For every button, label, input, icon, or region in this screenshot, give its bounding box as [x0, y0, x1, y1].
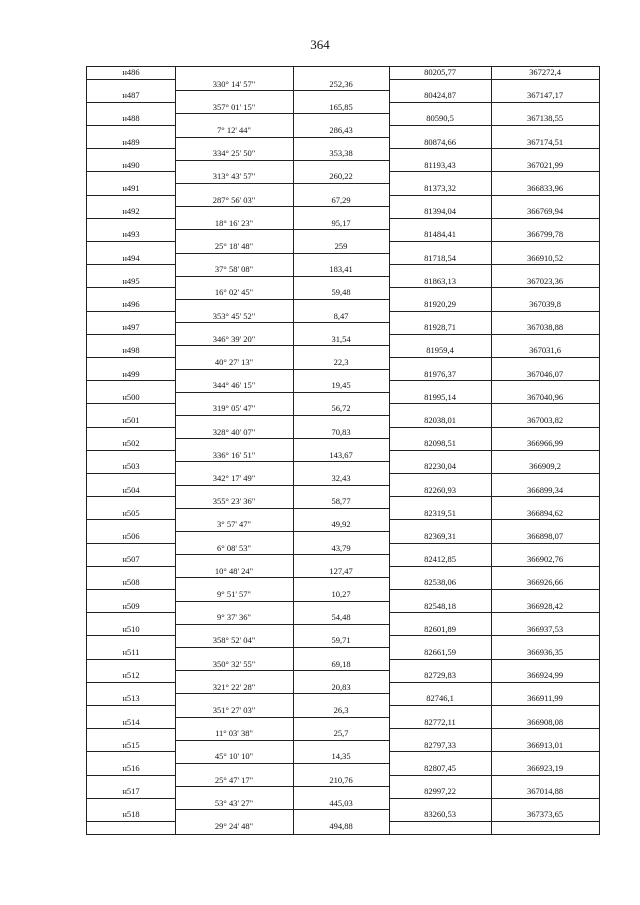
y-coordinate-cell: 366913,01: [526, 739, 564, 750]
point-name-cell: н498: [122, 345, 140, 356]
table-row-divider: [87, 496, 175, 497]
table-row-divider: [87, 264, 175, 265]
table-row-divider: [87, 543, 175, 544]
table-row-divider: [87, 659, 175, 660]
x-coordinate-cell: 81928,71: [424, 322, 456, 333]
table-row-divider: [87, 635, 175, 636]
x-coordinate-cell: 82797,33: [424, 739, 456, 750]
table-row-divider: [175, 461, 389, 462]
table-row-divider: [389, 728, 599, 729]
direction-angle-cell: 358° 52' 04": [212, 635, 256, 646]
table-row-divider: [389, 218, 599, 219]
table-row-divider: [389, 403, 599, 404]
point-name-cell: н516: [122, 763, 140, 773]
table-row-divider: [175, 601, 389, 602]
x-coordinate-cell: 82601,89: [424, 623, 456, 634]
table-row-divider: [87, 427, 175, 428]
distance-cell: 54,48: [331, 612, 351, 623]
table-row-divider: [389, 380, 599, 381]
table-row-divider: [87, 798, 175, 799]
coordinates-table: [86, 66, 600, 835]
point-name-cell: н487: [122, 90, 140, 101]
x-coordinate-cell: 82098,51: [424, 438, 456, 449]
direction-angle-cell: 53° 43' 27": [214, 797, 254, 808]
x-coordinate-cell: 82661,59: [424, 647, 456, 657]
table-row-divider: [389, 612, 599, 613]
y-coordinate-cell: 367373,65: [526, 809, 564, 820]
table-row-divider: [87, 79, 175, 80]
table-row-divider: [389, 427, 599, 428]
table-row-divider: [389, 334, 599, 335]
x-coordinate-cell: 82319,51: [424, 507, 456, 518]
x-coordinate-cell: 81959,4: [426, 345, 454, 356]
y-coordinate-cell: 367040,96: [526, 391, 564, 402]
x-coordinate-cell: 82772,11: [424, 716, 456, 727]
x-coordinate-cell: 80874,66: [424, 136, 456, 147]
point-name-cell: н494: [122, 252, 140, 263]
table-row-divider: [389, 195, 599, 196]
table-row-divider: [175, 508, 389, 509]
point-name-cell: н489: [122, 136, 140, 147]
x-coordinate-cell: 81976,37: [424, 368, 456, 379]
table-row-divider: [87, 195, 175, 196]
table-row-divider: [389, 705, 599, 706]
table-row-divider: [175, 229, 389, 230]
y-coordinate-cell: 366769,94: [526, 206, 564, 217]
table-row-divider: [87, 705, 175, 706]
table-row-divider: [389, 102, 599, 103]
table-row-divider: [175, 160, 389, 161]
table-row-divider: [87, 775, 175, 776]
table-row-divider: [87, 311, 175, 312]
table-row-divider: [87, 241, 175, 242]
table-row-divider: [87, 334, 175, 335]
table-row-divider: [389, 241, 599, 242]
table-row-divider: [87, 566, 175, 567]
point-name-cell: н495: [122, 275, 140, 286]
table-row-divider: [87, 125, 175, 126]
distance-cell: 143,67: [329, 449, 353, 460]
point-name-cell: н517: [122, 786, 140, 797]
table-row-divider: [87, 102, 175, 103]
point-name-cell: н497: [122, 322, 140, 333]
table-row-divider: [175, 809, 389, 810]
y-coordinate-cell: 366908,08: [526, 716, 564, 727]
direction-angle-cell: 18° 16' 23": [214, 217, 254, 228]
distance-cell: 494,88: [329, 821, 353, 831]
direction-angle-cell: 321° 22' 28": [212, 681, 256, 692]
y-coordinate-cell: 366833,96: [526, 183, 564, 193]
point-name-cell: н518: [122, 809, 140, 820]
distance-cell: 19,45: [331, 380, 351, 391]
distance-cell: 353,38: [329, 148, 353, 159]
direction-angle-cell: 10° 48' 24": [214, 565, 254, 576]
point-name-cell: н507: [122, 554, 140, 565]
direction-angle-cell: 351° 27' 03": [212, 705, 256, 715]
distance-cell: 20,83: [331, 681, 351, 692]
point-name-cell: н502: [122, 438, 140, 449]
table-row-divider: [175, 740, 389, 741]
y-coordinate-cell: 367039,8: [529, 299, 561, 309]
table-row-divider: [389, 635, 599, 636]
y-coordinate-cell: 367138,55: [526, 113, 564, 124]
table-row-divider: [87, 821, 175, 822]
table-row-divider: [87, 682, 175, 683]
point-name-cell: н515: [122, 739, 140, 750]
x-coordinate-cell: 82746,1: [426, 693, 454, 704]
table-row-divider: [175, 392, 389, 393]
table-row-divider: [87, 612, 175, 613]
y-coordinate-cell: 367023,36: [526, 275, 564, 286]
direction-angle-cell: 6° 08' 53": [217, 542, 251, 553]
x-coordinate-cell: 82997,22: [424, 786, 456, 797]
x-coordinate-cell: 82729,83: [424, 670, 456, 681]
direction-angle-cell: 9° 51' 57": [217, 589, 251, 599]
y-coordinate-cell: 367031,6: [529, 345, 561, 356]
direction-angle-cell: 319° 05' 47": [212, 403, 256, 414]
point-name-cell: н504: [122, 484, 140, 495]
table-row-divider: [389, 775, 599, 776]
distance-cell: 59,71: [331, 635, 351, 646]
distance-cell: 286,43: [329, 125, 353, 135]
table-row-divider: [389, 798, 599, 799]
y-coordinate-cell: 367014,88: [526, 786, 564, 797]
direction-angle-cell: 313° 43' 57": [212, 171, 256, 182]
table-row-divider: [87, 751, 175, 752]
table-row-divider: [389, 751, 599, 752]
x-coordinate-cell: 80590,5: [426, 113, 454, 124]
distance-cell: 67,29: [331, 194, 351, 205]
direction-angle-cell: 25° 47' 17": [214, 774, 254, 785]
table-row-divider: [175, 183, 389, 184]
table-row-divider: [175, 485, 389, 486]
x-coordinate-cell: 82038,01: [424, 415, 456, 425]
distance-cell: 59,48: [331, 287, 351, 298]
y-coordinate-cell: 367046,07: [526, 368, 564, 379]
table-row-divider: [389, 125, 599, 126]
point-name-cell: н491: [122, 183, 140, 193]
y-coordinate-cell: 366928,42: [526, 600, 564, 611]
y-coordinate-cell: 367038,88: [526, 322, 564, 333]
distance-cell: 56,72: [331, 403, 351, 414]
x-coordinate-cell: 82807,45: [424, 763, 456, 773]
y-coordinate-cell: 366926,66: [526, 577, 564, 588]
table-row-divider: [87, 148, 175, 149]
point-name-cell: н512: [122, 670, 140, 681]
y-coordinate-cell: 367174,51: [526, 136, 564, 147]
y-coordinate-cell: 366966,99: [526, 438, 564, 449]
direction-angle-cell: 330° 14' 57": [212, 78, 256, 89]
x-coordinate-cell: 81920,29: [424, 299, 456, 309]
table-row-divider: [389, 473, 599, 474]
distance-cell: 445,03: [329, 797, 353, 808]
direction-angle-cell: 16° 02' 45": [214, 287, 254, 298]
table-row-divider: [389, 589, 599, 590]
table-row-divider: [175, 438, 389, 439]
distance-cell: 25,7: [333, 728, 349, 739]
x-coordinate-cell: 82548,18: [424, 600, 456, 611]
table-row-divider: [389, 821, 599, 822]
distance-cell: 43,79: [331, 542, 351, 553]
y-coordinate-cell: 366898,07: [526, 531, 564, 541]
distance-cell: 26,3: [333, 705, 349, 715]
table-row-divider: [175, 137, 389, 138]
table-row-divider: [389, 566, 599, 567]
table-row-divider: [175, 717, 389, 718]
table-row-divider: [175, 253, 389, 254]
distance-cell: 127,47: [329, 565, 353, 576]
direction-angle-cell: 328° 40' 07": [212, 426, 256, 437]
y-coordinate-cell: 367021,99: [526, 159, 564, 170]
y-coordinate-cell: 366923,19: [526, 763, 564, 773]
direction-angle-cell: 45° 10' 10": [214, 751, 254, 762]
distance-cell: 32,43: [331, 473, 351, 483]
page-number: 364: [310, 37, 330, 52]
table-row-divider: [389, 659, 599, 660]
table-row-divider: [175, 345, 389, 346]
distance-cell: 165,85: [329, 101, 353, 112]
distance-cell: 260,22: [329, 171, 353, 182]
direction-angle-cell: 25° 18' 48": [214, 241, 254, 251]
point-name-cell: н503: [122, 461, 140, 472]
table-row-divider: [175, 90, 389, 91]
x-coordinate-cell: 82369,31: [424, 531, 456, 541]
table-row-divider: [175, 554, 389, 555]
x-coordinate-cell: 81373,32: [424, 183, 456, 193]
table-row-divider: [87, 450, 175, 451]
distance-cell: 58,77: [331, 496, 351, 507]
table-row-divider: [175, 369, 389, 370]
distance-cell: 95,17: [331, 217, 351, 228]
point-name-cell: н493: [122, 229, 140, 240]
direction-angle-cell: 9° 37' 36": [217, 612, 251, 623]
x-coordinate-cell: 81863,13: [424, 275, 456, 286]
table-row-divider: [175, 415, 389, 416]
direction-angle-cell: 3° 57' 47": [217, 519, 251, 530]
table-row-divider: [389, 79, 599, 80]
y-coordinate-cell: 366924,99: [526, 670, 564, 681]
y-coordinate-cell: 366902,76: [526, 554, 564, 565]
direction-angle-cell: 350° 32' 55": [212, 658, 256, 669]
table-row-divider: [175, 577, 389, 578]
table-row-divider: [389, 148, 599, 149]
distance-cell: 10,27: [331, 589, 351, 599]
point-name-cell: н506: [122, 531, 140, 541]
table-row-divider: [389, 287, 599, 288]
distance-cell: 252,36: [329, 78, 353, 89]
table-row-divider: [175, 670, 389, 671]
distance-cell: 31,54: [331, 333, 351, 344]
point-name-cell: н511: [122, 647, 140, 657]
distance-cell: 210,76: [329, 774, 353, 785]
direction-angle-cell: 357° 01' 15": [212, 101, 256, 112]
direction-angle-cell: 11° 03' 38": [215, 728, 253, 739]
y-coordinate-cell: 366894,62: [526, 507, 564, 518]
table-row-divider: [87, 380, 175, 381]
point-name-cell: н510: [122, 623, 140, 634]
direction-angle-cell: 336° 16' 51": [212, 449, 256, 460]
point-name-cell: н488: [122, 113, 140, 124]
distance-cell: 8,47: [333, 310, 349, 321]
y-coordinate-cell: 366909,2: [529, 461, 561, 472]
table-row-divider: [87, 218, 175, 219]
table-row-divider: [389, 682, 599, 683]
direction-angle-cell: 29° 24' 48": [214, 821, 254, 831]
direction-angle-cell: 344° 46' 15": [212, 380, 256, 391]
point-name-cell: н505: [122, 507, 140, 518]
table-row-divider: [87, 171, 175, 172]
y-coordinate-cell: 366911,99: [527, 693, 563, 704]
direction-angle-cell: 287° 56' 03": [212, 194, 256, 205]
direction-angle-cell: 334° 25' 50": [212, 148, 256, 159]
table-row-divider: [87, 287, 175, 288]
table-row-divider: [87, 357, 175, 358]
x-coordinate-cell: 83260,53: [424, 809, 456, 820]
table-row-divider: [389, 543, 599, 544]
table-row-divider: [175, 276, 389, 277]
table-row-divider: [389, 496, 599, 497]
y-coordinate-cell: 366936,35: [526, 647, 564, 657]
x-coordinate-cell: 82538,06: [424, 577, 456, 588]
table-row-divider: [175, 113, 389, 114]
x-coordinate-cell: 82260,93: [424, 484, 456, 495]
direction-angle-cell: 40° 27' 13": [214, 357, 254, 367]
table-row-divider: [87, 403, 175, 404]
point-name-cell: н486: [122, 67, 140, 77]
table-row-divider: [175, 693, 389, 694]
table-row-divider: [175, 624, 389, 625]
point-name-cell: н513: [122, 693, 140, 704]
y-coordinate-cell: 366799,78: [526, 229, 564, 240]
distance-cell: 22,3: [333, 357, 349, 367]
table-row-divider: [389, 264, 599, 265]
distance-cell: 69,18: [331, 658, 351, 669]
x-coordinate-cell: 81718,54: [424, 252, 456, 263]
table-row-divider: [87, 589, 175, 590]
table-row-divider: [175, 763, 389, 764]
x-coordinate-cell: 81193,43: [424, 159, 456, 170]
point-name-cell: н500: [122, 391, 140, 402]
direction-angle-cell: 346° 39' 20": [212, 333, 256, 344]
x-coordinate-cell: 80205,77: [424, 67, 456, 77]
table-row-divider: [87, 519, 175, 520]
point-name-cell: н514: [122, 716, 140, 727]
point-name-cell: н501: [122, 415, 140, 425]
y-coordinate-cell: 366937,53: [526, 623, 564, 634]
table-row-divider: [389, 357, 599, 358]
y-coordinate-cell: 367272,4: [529, 67, 561, 77]
table-row-divider: [389, 311, 599, 312]
table-row-divider: [389, 171, 599, 172]
x-coordinate-cell: 80424,87: [424, 90, 456, 101]
y-coordinate-cell: 366899,34: [526, 484, 564, 495]
distance-cell: 70,83: [331, 426, 351, 437]
point-name-cell: н496: [122, 299, 140, 309]
table-row-divider: [175, 786, 389, 787]
direction-angle-cell: 37° 58' 08": [214, 264, 254, 275]
point-name-cell: н490: [122, 159, 140, 170]
table-row-divider: [389, 450, 599, 451]
x-coordinate-cell: 82412,85: [424, 554, 456, 565]
y-coordinate-cell: 366910,52: [526, 252, 564, 263]
y-coordinate-cell: 367147,17: [526, 90, 564, 101]
x-coordinate-cell: 81484,41: [424, 229, 456, 240]
table-row-divider: [87, 473, 175, 474]
distance-cell: 183,41: [329, 264, 353, 275]
table-row-divider: [87, 728, 175, 729]
direction-angle-cell: 342° 17' 49": [212, 473, 256, 483]
table-row-divider: [175, 531, 389, 532]
distance-cell: 14,35: [331, 751, 351, 762]
distance-cell: 259: [334, 241, 348, 251]
direction-angle-cell: 353° 45' 52": [212, 310, 256, 321]
table-row-divider: [175, 322, 389, 323]
distance-cell: 49,92: [331, 519, 351, 530]
point-name-cell: н499: [122, 368, 140, 379]
direction-angle-cell: 7° 12' 44": [217, 125, 251, 135]
table-row-divider: [175, 647, 389, 648]
point-name-cell: н509: [122, 600, 140, 611]
y-coordinate-cell: 367003,82: [526, 415, 564, 425]
point-name-cell: н492: [122, 206, 140, 217]
x-coordinate-cell: 81995,14: [424, 391, 456, 402]
direction-angle-cell: 355° 23' 36": [212, 496, 256, 507]
x-coordinate-cell: 82230,04: [424, 461, 456, 472]
x-coordinate-cell: 81394,04: [424, 206, 456, 217]
table-row-divider: [389, 519, 599, 520]
table-row-divider: [175, 299, 389, 300]
point-name-cell: н508: [122, 577, 140, 588]
table-row-divider: [175, 206, 389, 207]
